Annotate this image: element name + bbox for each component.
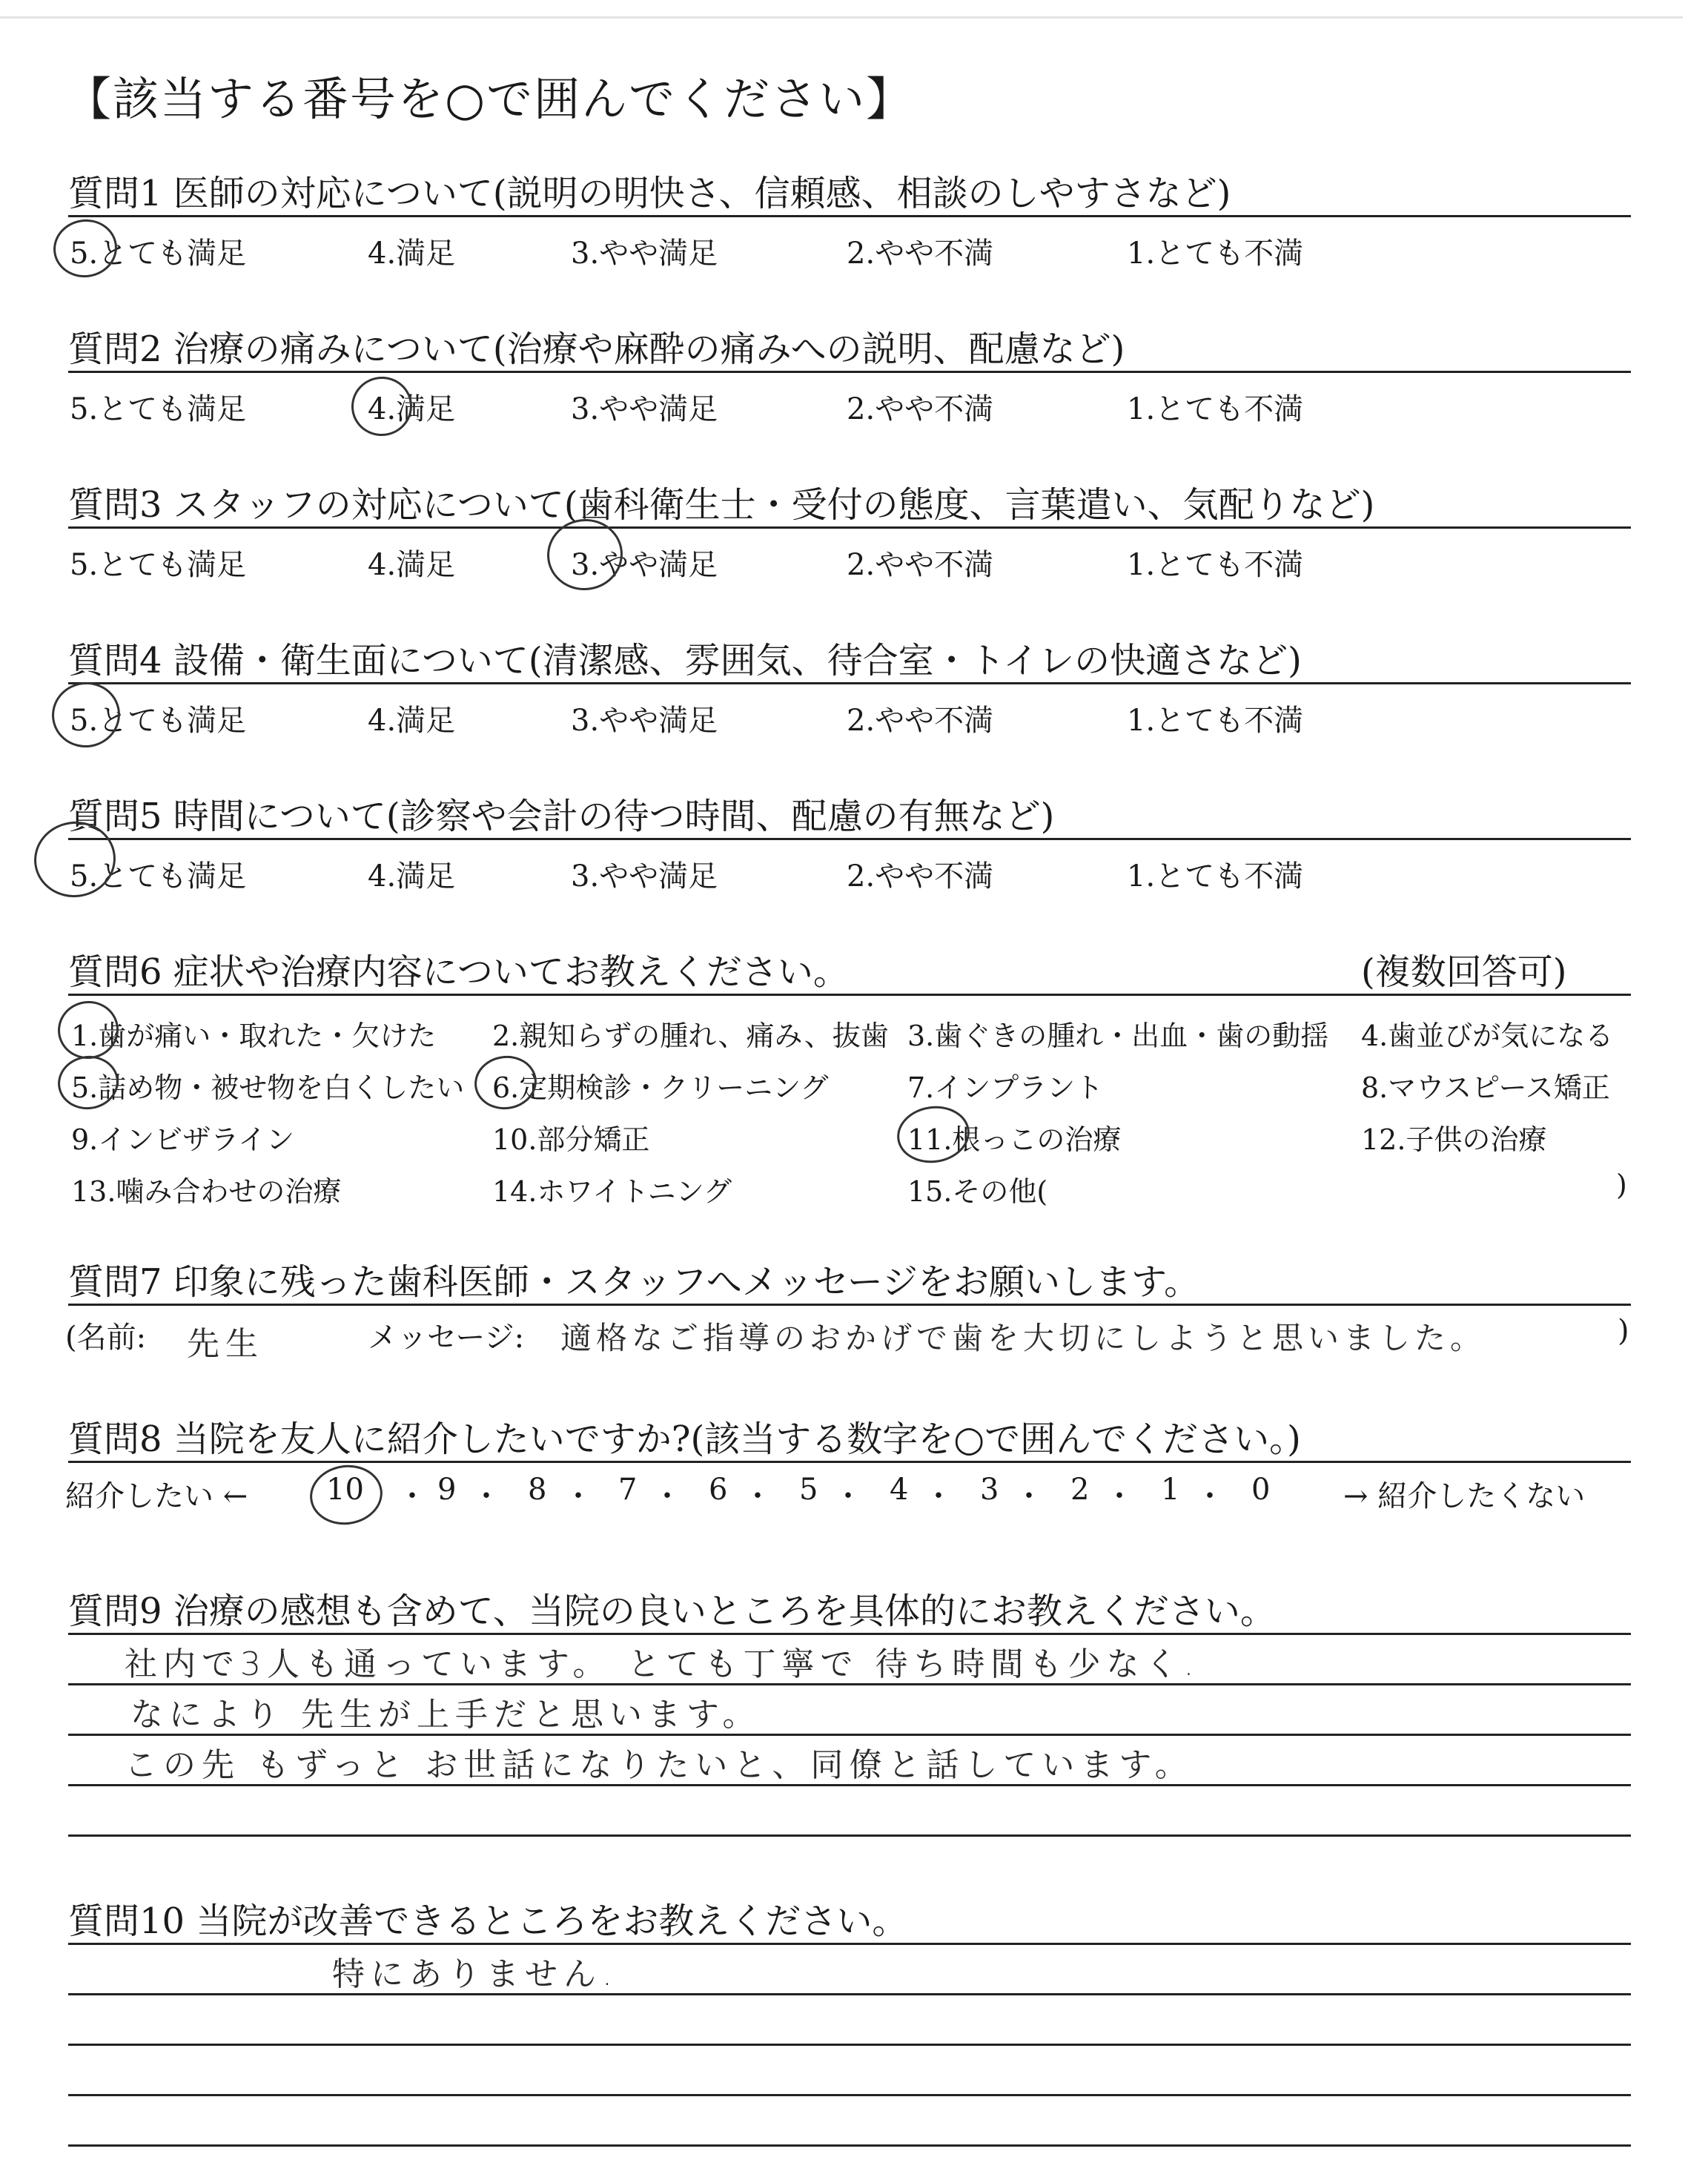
question-1-title: 質問1 医師の対応について(説明の明快さ、信頼感、相談のしやすさなど) [68, 173, 1231, 214]
q8-dot: ・ [1195, 1479, 1225, 1513]
q8-scale-0[interactable]: 0 [1251, 1473, 1271, 1507]
q6-item-11[interactable]: 11.根っこの治療 [907, 1123, 1122, 1156]
q4-option-3[interactable]: 3.やや満足 [571, 704, 718, 738]
q7-message-label: メッセージ: [368, 1321, 525, 1355]
q6-item-10[interactable]: 10.部分矯正 [492, 1123, 650, 1156]
question-1-rule [68, 215, 1631, 217]
question-6-note: (複数回答可) [1361, 951, 1567, 993]
q6-item-13[interactable]: 13.噛み合わせの治療 [71, 1175, 342, 1208]
q1-option-3[interactable]: 3.やや満足 [571, 237, 718, 271]
q7-close-paren: ) [1618, 1314, 1629, 1348]
question-6-rule [68, 994, 1631, 996]
q5-option-5[interactable]: 5.とても満足 [70, 859, 247, 894]
page-title: 【該当する番号を○で囲んでください】 [65, 72, 914, 126]
q2-option-5[interactable]: 5.とても満足 [70, 392, 247, 426]
q8-scale-1[interactable]: 1 [1161, 1473, 1180, 1507]
question-4-rule [68, 682, 1631, 684]
question-5-rule [68, 838, 1631, 840]
question-8-rule [68, 1461, 1631, 1463]
question-3-title: 質問3 スタッフの対応について(歯科衛生士・受付の態度、言葉遣い、気配りなど) [68, 484, 1375, 526]
q6-item-15[interactable]: 15.その他( [907, 1175, 1048, 1208]
q1-option-5[interactable]: 5.とても満足 [70, 237, 247, 271]
q8-scale-6[interactable]: 6 [709, 1473, 728, 1507]
question-4-title: 質問4 設備・衛生面について(清潔感、雰囲気、待合室・トイレの快適さなど) [68, 640, 1302, 681]
question-9-rule-5 [68, 1834, 1631, 1837]
question-10-rule-4 [68, 2094, 1631, 2096]
question-2-title: 質問2 治療の痛みについて(治療や麻酔の痛みへの説明、配慮など) [68, 328, 1125, 370]
scan-edge-line [0, 16, 1683, 19]
q8-dot: ・ [1014, 1479, 1044, 1513]
q8-scale-5[interactable]: 5 [799, 1473, 818, 1507]
q8-right-label: → 紹介したくない [1343, 1479, 1586, 1513]
q6-item-6[interactable]: 6.定期検診・クリーニング [492, 1071, 829, 1104]
q4-option-4[interactable]: 4.満足 [368, 704, 456, 738]
q3-option-2[interactable]: 2.やや不満 [847, 548, 994, 582]
q6-item-3[interactable]: 3.歯ぐきの腫れ・出血・歯の動揺 [907, 1020, 1329, 1052]
q9-answer-line-2[interactable]: なにより 先生が上手だと思います。 [130, 1696, 761, 1734]
question-9-title: 質問9 治療の感想も含めて、当院の良いところを具体的にお教えください。 [68, 1591, 1276, 1632]
q9-answer-line-1[interactable]: 社内で3人も通っています。 とても丁寧で 待ち時間も少なく. [125, 1645, 1200, 1683]
q5-option-3[interactable]: 3.やや満足 [571, 859, 718, 894]
question-10-rule-5 [68, 2144, 1631, 2147]
q6-item-1[interactable]: 1.歯が痛い・取れた・欠けた [71, 1020, 437, 1052]
q6-item-2[interactable]: 2.親知らずの腫れ、痛み、抜歯 [492, 1020, 889, 1052]
question-8-title: 質問8 当院を友人に紹介したいですか?(該当する数字を○で囲んでください。) [68, 1418, 1301, 1460]
q3-option-5[interactable]: 5.とても満足 [70, 548, 247, 582]
q8-dot: ・ [563, 1479, 593, 1513]
q7-name-value[interactable]: 先生 [187, 1325, 264, 1363]
q4-selection-circle [47, 678, 124, 752]
q8-dot: ・ [397, 1479, 427, 1513]
q4-option-5[interactable]: 5.とても満足 [70, 704, 247, 738]
question-10-title: 質問10 当院が改善できるところをお教えください。 [68, 1900, 908, 1942]
q6-item-15-close: ) [1616, 1169, 1627, 1201]
q8-scale-8[interactable]: 8 [528, 1473, 547, 1507]
q6-item-7[interactable]: 7.インプラント [907, 1071, 1104, 1104]
q4-option-2[interactable]: 2.やや不満 [847, 704, 994, 738]
q6-item-8[interactable]: 8.マウスピース矯正 [1361, 1071, 1610, 1104]
q8-scale-9[interactable]: 9 [437, 1473, 457, 1507]
q1-option-4[interactable]: 4.満足 [368, 237, 456, 271]
q3-option-4[interactable]: 4.満足 [368, 548, 456, 582]
q8-left-label: 紹介したい ← [65, 1479, 248, 1513]
q9-answer-line-3[interactable]: この先 もずっと お世話になりたいと、同僚と話しています。 [125, 1746, 1194, 1784]
q10-answer-line-1[interactable]: 特にありません. [332, 1955, 618, 1993]
q6-item-4[interactable]: 4.歯並びが気になる [1361, 1020, 1614, 1052]
q7-name-label: (名前: [65, 1321, 147, 1355]
q6-item-9[interactable]: 9.インビザライン [71, 1123, 295, 1156]
q6-item-14[interactable]: 14.ホワイトニング [492, 1175, 732, 1208]
q5-option-2[interactable]: 2.やや不満 [847, 859, 994, 894]
q8-scale-4[interactable]: 4 [890, 1473, 909, 1507]
q6-item-5[interactable]: 5.詰め物・被せ物を白くしたい [71, 1071, 465, 1104]
question-10-rule-2 [68, 1993, 1631, 1995]
q8-dot: ・ [471, 1479, 501, 1513]
question-7-rule [68, 1304, 1631, 1306]
q1-option-2[interactable]: 2.やや不満 [847, 237, 994, 271]
q5-option-1[interactable]: 1.とても不満 [1127, 859, 1304, 894]
q2-option-2[interactable]: 2.やや不満 [847, 392, 994, 426]
question-2-rule [68, 371, 1631, 373]
q1-option-1[interactable]: 1.とても不満 [1127, 237, 1304, 271]
q8-selection-circle [306, 1461, 386, 1530]
question-7-title: 質問7 印象に残った歯科医師・スタッフへメッセージをお願いします。 [68, 1261, 1200, 1303]
q4-option-1[interactable]: 1.とても不満 [1127, 704, 1304, 738]
question-3-rule [68, 526, 1631, 529]
q2-option-1[interactable]: 1.とても不満 [1127, 392, 1304, 426]
q2-option-4[interactable]: 4.満足 [368, 392, 456, 426]
question-10-rule-3 [68, 2044, 1631, 2046]
q6-selection-circle-11 [893, 1102, 973, 1168]
q3-option-1[interactable]: 1.とても不満 [1127, 548, 1304, 582]
q8-scale-7[interactable]: 7 [618, 1473, 638, 1507]
q8-dot: ・ [833, 1479, 863, 1513]
question-10-rule-1 [68, 1943, 1631, 1945]
question-6-title: 質問6 症状や治療内容についてお教えください。 [68, 951, 849, 993]
q7-message-value[interactable]: 適格なご指導のおかげで歯を大切にしようと思いました。 [560, 1320, 1486, 1356]
q8-dot: ・ [1105, 1479, 1134, 1513]
q5-option-4[interactable]: 4.満足 [368, 859, 456, 894]
q8-dot: ・ [743, 1479, 772, 1513]
question-9-rule-1 [68, 1633, 1631, 1635]
q2-option-3[interactable]: 3.やや満足 [571, 392, 718, 426]
q2-selection-circle [348, 373, 416, 440]
q8-dot: ・ [924, 1479, 953, 1513]
q8-scale-10[interactable]: 10 [326, 1473, 364, 1507]
question-5-title: 質問5 時間について(診察や会計の待つ時間、配慮の有無など) [68, 796, 1055, 837]
q8-dot: ・ [652, 1479, 682, 1513]
q6-item-12[interactable]: 12.子供の治療 [1361, 1123, 1547, 1156]
q8-scale-3[interactable]: 3 [980, 1473, 999, 1507]
q8-scale-2[interactable]: 2 [1070, 1473, 1090, 1507]
q3-option-3[interactable]: 3.やや満足 [571, 548, 718, 582]
